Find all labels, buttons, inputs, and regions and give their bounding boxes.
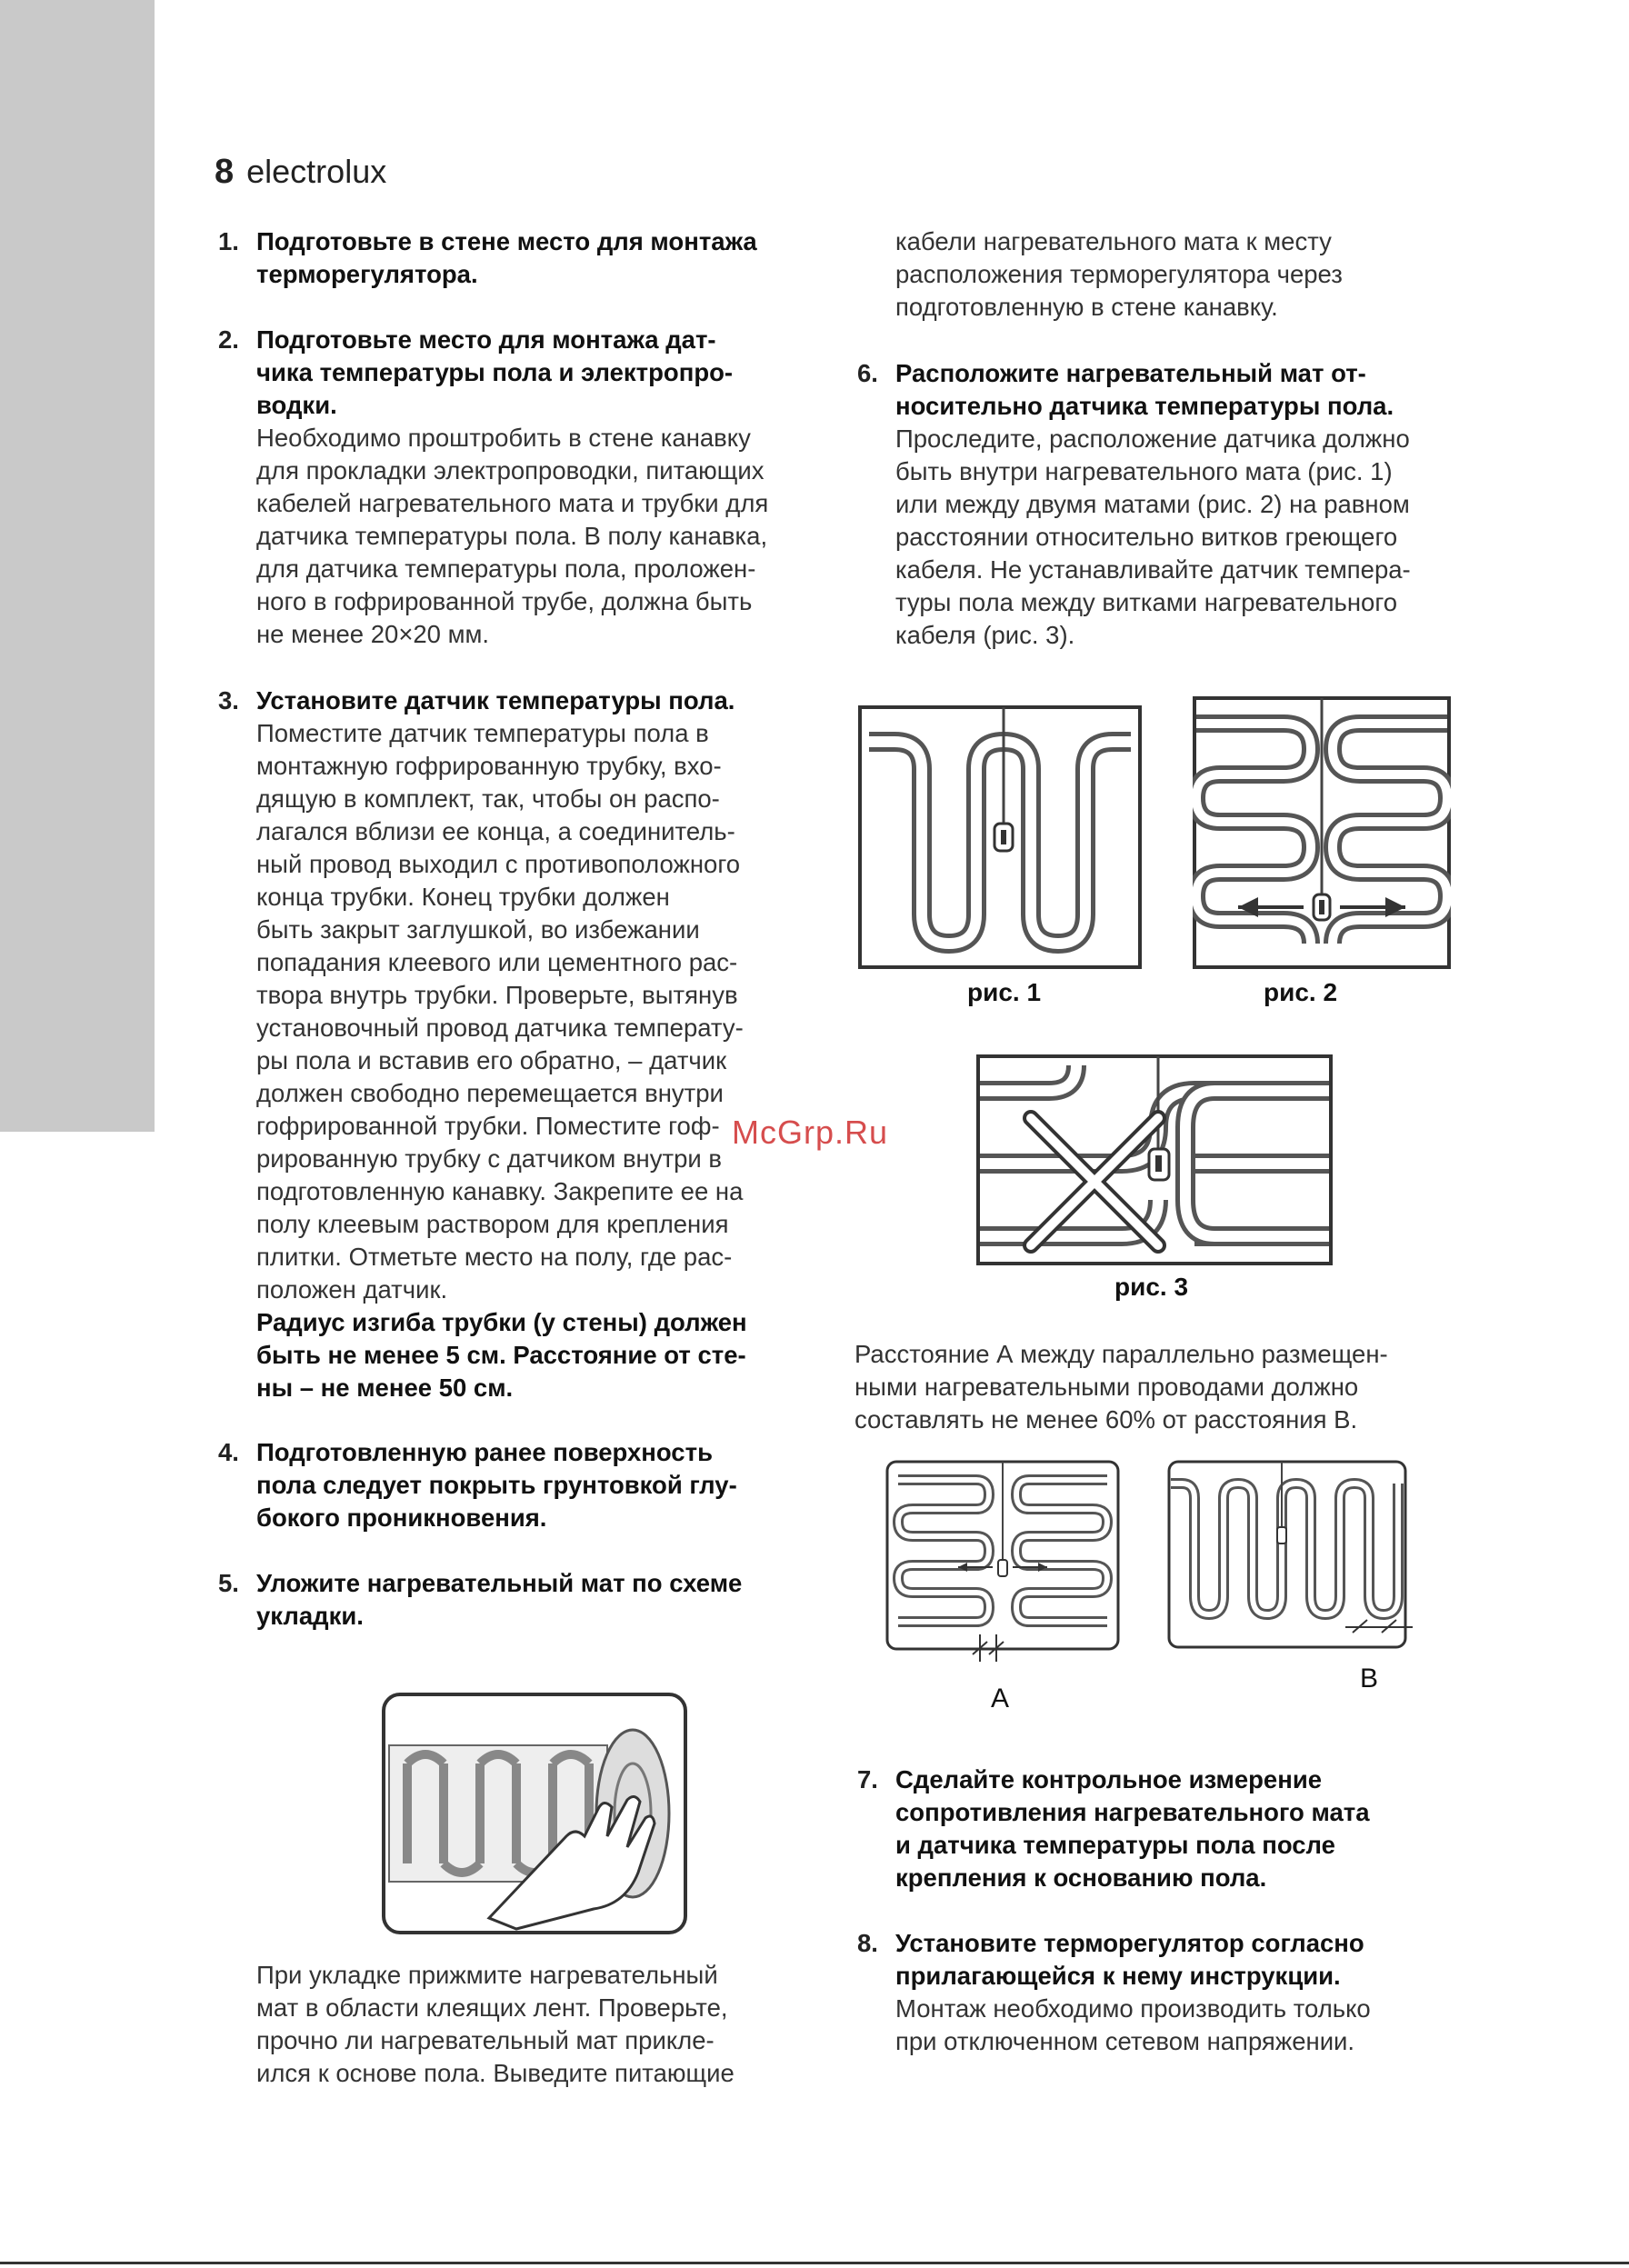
figure-1-caption: рис. 1 [967, 978, 1042, 1006]
step-1 [218, 225, 838, 291]
figure-2-caption: рис. 2 [1264, 978, 1338, 1006]
step-number: 7. [857, 1765, 878, 1793]
figure-3-diagram [976, 1054, 1333, 1265]
step-3 [218, 684, 838, 1404]
step-number: 2. [218, 325, 239, 354]
step-6 [857, 357, 1486, 652]
step-number: 6. [857, 359, 878, 387]
step-body: Необходимо проштробить в стене канавку для прокладки электропроводки, питающих кабелей нагревательного мата и трубки для датчика температуры пола. В полу канавка, для датчика температуры пола, проложен- ного в гофрированной трубе, должна быть не менее 20×20 мм. [256, 424, 769, 648]
step-body: Монтаж необходимо производить только при отключенном сетевом напряжении. [895, 1994, 1371, 2055]
figure-1-diagram [858, 705, 1142, 969]
page-header [215, 153, 386, 192]
step-7 [857, 1763, 1477, 1894]
step-number: 1. [218, 227, 239, 255]
step-title: Подготовьте место для монтажа дат- чика температуры пола и электропро- водки. [256, 325, 734, 419]
step-title: Подготовленную ранее поверхность пола следует покрыть грунтовкой глу- бокого проникновения. [256, 1438, 737, 1532]
label-a: A [991, 1684, 1010, 1713]
distance-note: Расстояние А между параллельно размещен- ными нагревательными проводами должно составлять не менее 60% от расстояния В. [854, 1340, 1388, 1434]
step-title: Сделайте контрольное измерение сопротивления нагревательного мата и датчика температуры пола после крепления к основанию пола. [895, 1765, 1370, 1892]
step-number: 3. [218, 686, 239, 714]
step-title: Установите терморегулятор согласно прилагающейся к нему инструкции. [895, 1929, 1364, 1990]
brand-name: electrolux [246, 153, 387, 190]
step-title: Подготовьте в стене место для монтажа терморегулятора. [256, 227, 757, 288]
step-5-text: При укладке прижмите нагревательный мат в области клеящих лент. Проверьте, прочно ли нагревательный мат прикле- ился к основе пола. Выведите питающие [256, 1961, 735, 2087]
page-number: 8 [215, 153, 235, 191]
step-5-continued: кабели нагревательного мата к месту расположения терморегулятора через подготовленную в стене канавку. [895, 227, 1343, 321]
step-title: Уложите нагревательный мат по схеме укладки. [256, 1569, 743, 1630]
step-4 [218, 1436, 838, 1534]
step-title: Установите датчик температуры пола. [256, 686, 735, 714]
step-number: 4. [218, 1438, 239, 1466]
figure-3-caption: рис. 3 [1114, 1273, 1189, 1301]
step-8 [857, 1927, 1477, 2058]
side-tab-bar [0, 0, 155, 1132]
step-number: 5. [218, 1569, 239, 1597]
distance-diagram-a [885, 1460, 1120, 1678]
watermark: McGrp.Ru [732, 1114, 889, 1151]
label-b: B [1360, 1664, 1379, 1694]
step-2 [218, 324, 838, 651]
page-bottom-rule [0, 2262, 1629, 2264]
step-number: 8. [857, 1929, 878, 1957]
distance-diagram-b [1167, 1460, 1414, 1651]
step-body: Проследите, расположение датчика должно быть внутри нагревательного мата (рис. 1) или между двумя матами (рис. 2) на равном расстоянии относительно витков греющего кабеля. Не устанавливайте датчик темпера- туры пола между витками нагревательного кабеля (рис. 3). [895, 425, 1411, 649]
figure-2-diagram [1193, 696, 1451, 969]
step-body: Поместите датчик температуры пола в монтажную гофрированную трубку, вхо- дящую в комплект, так, чтобы он распо- лагался вблизи ее конца, а соединитель- ный провод выходил с противоположного конца трубки. Конец трубки должен быть закрыт заглушкой, во избежании попадания клеевого или цементного рас- твора внутрь трубки. Проверьте, вытянув установочный провод датчика температу- ры пола и вставив его обратно, – датчик должен свободно перемещается внутри гофрированной трубки. Поместите гоф- рированную трубку с датчиком внутри в подготовленную канавку. Закрепите ее на полу клеевым раствором для крепления плитки. Отметьте место на полу, где рас- положен датчик. [256, 719, 744, 1304]
step-title: Расположите нагревательный мат от- носительно датчика температуры пола. [895, 359, 1394, 420]
mat-laying-illustration [380, 1691, 689, 1936]
step-5 [218, 1567, 838, 1633]
step-bold-note: Радиус изгиба трубки (у стены) должен быть не менее 5 см. Расстояние от сте- ны – не менее 50 см. [256, 1308, 747, 1402]
